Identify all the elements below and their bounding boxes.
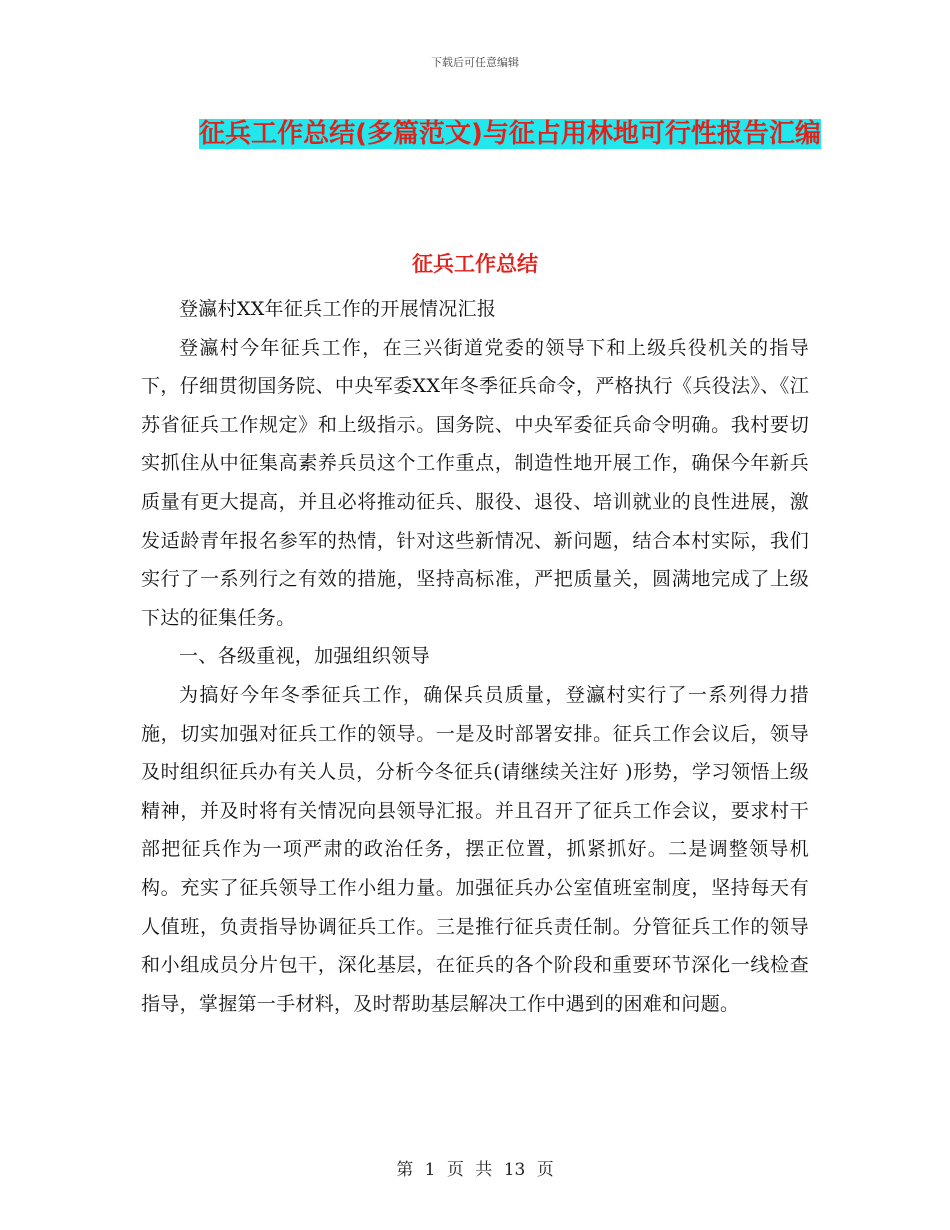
page-footer: 第 1 页 共 13 页 xyxy=(396,1160,554,1180)
main-title xyxy=(190,110,830,158)
paragraph-subtitle: 登瀛村XX年征兵工作的开展情况汇报 xyxy=(179,298,497,320)
main-title-text: 征兵工作总结(多篇范文)与征占用林地可行性报告汇编 xyxy=(199,119,821,149)
paragraph-intro: 登瀛村今年征兵工作，在三兴街道党委的领导下和上级兵役机关的指导下，仔细贯彻国务院、中央军委XX年冬季征兵命令，严格执行《兵役法》、《江苏省征兵工作规定》和上级指示。国务院、中央军委征兵命令明确。我村要切实抓住从中征集高素养兵员这个工作重点，制造性地开展工作，确保今年新兵质量有更大提高，并且必将推动征兵、服役、退役、培训就业的良性进展，激发适龄青年报名参军的热情，针对这些新情况、新问题，结合本村实际，我们实行了一系列行之有效的措施，坚持高标准，严把质量关，圆满地完成了上级下达的征集任务。 xyxy=(141,336,809,629)
document-body xyxy=(141,290,809,1023)
paragraph-section-1: 为搞好今年冬季征兵工作，确保兵员质量，登瀛村实行了一系列得力措施，切实加强对征兵工作的领导。一是及时部署安排。征兵工作会议后，领导及时组织征兵办有关人员，分析今冬征兵(请继续关注好 )形势，学习领悟上级精神，并及时将有关情况向县领导汇报。并且召开了征兵工作会议，要求村干部把征兵作为一项严肃的政治任务，摆正位置，抓紧抓好。二是调整领导机构。充实了征兵领导工作小组力量。加强征兵办公室值班室制度，坚持每天有人值班，负责指导协调征兵工作。三是推行征兵责任制。分管征兵工作的领导和小组成员分片包干，深化基层，在征兵的各个阶段和重要环节深化一线检查指导，掌握第一手材料，及时帮助基层解决工作中遇到的困难和问题。 xyxy=(141,683,809,1015)
paragraph-heading-1: 一、各级重视，加强组织领导 xyxy=(179,645,430,668)
header-note: 下载后可任意编辑 xyxy=(431,56,519,69)
section-title: 征兵工作总结 xyxy=(412,252,538,276)
